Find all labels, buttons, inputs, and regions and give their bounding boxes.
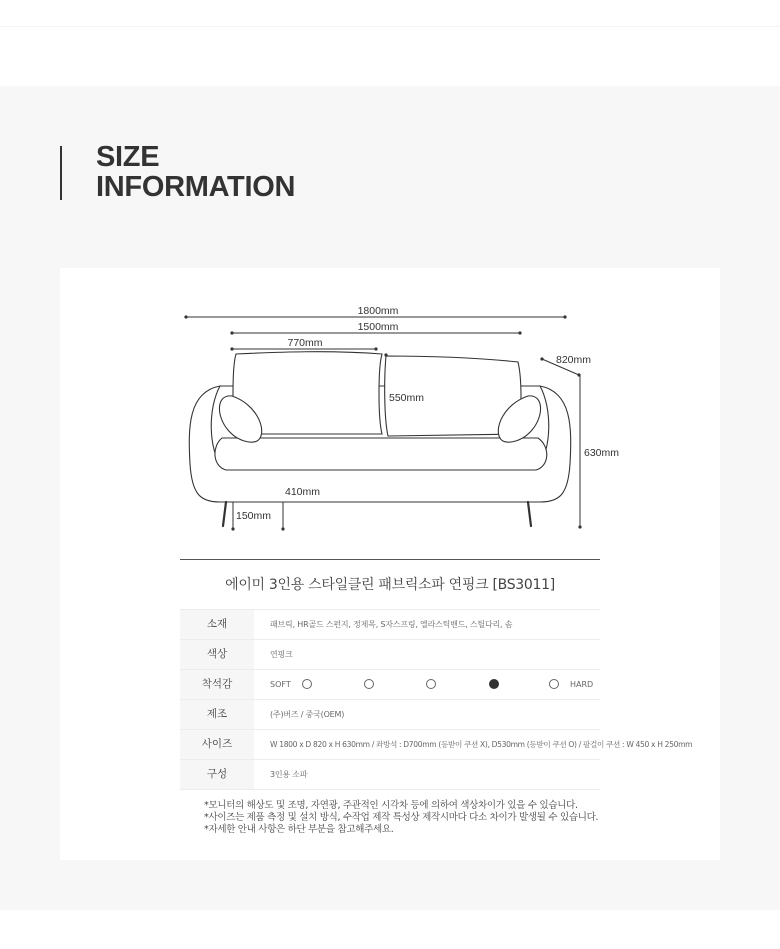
label-total-height: 630mm bbox=[584, 447, 620, 459]
spec-value: (주)버즈 / 중국(OEM) bbox=[270, 710, 345, 719]
label-back-height: 550mm bbox=[389, 392, 425, 404]
spec-label: 소재 bbox=[180, 610, 254, 639]
spec-row-composition bbox=[180, 760, 600, 790]
label-seat-height: 410mm bbox=[285, 486, 321, 498]
firmness-dot-5 bbox=[549, 679, 559, 689]
firmness-hard-label: HARD bbox=[570, 680, 594, 689]
top-hairline bbox=[0, 26, 780, 27]
note-item: *사이즈는 제품 측정 및 설치 방식, 수작업 제작 특성상 제작시마다 다소 차이가 발생될 수 있습니다. bbox=[204, 812, 599, 823]
spec-label: 색상 bbox=[180, 640, 254, 669]
spec-value: W 1800 x D 820 x H 630mm / 좌방석 : D700mm (등받이 쿠션 X), D530mm (등받이 쿠션 O) / 팔걸이 쿠션 : W 450 x H 250mm bbox=[270, 740, 693, 749]
bottom-strip bbox=[0, 910, 780, 949]
label-leg-height: 150mm bbox=[236, 510, 272, 522]
label-depth: 820mm bbox=[556, 354, 592, 366]
product-name: 에이미 3인용 스타일클린 패브릭소파 연핑크 [BS3011] bbox=[225, 577, 555, 593]
firmness-soft-label: SOFT bbox=[270, 680, 291, 689]
label-seat-width: 1500mm bbox=[357, 321, 399, 333]
seat-cushion bbox=[215, 438, 547, 470]
spec-value: 패브릭, HR골드 스펀지, 정제목, S자스프링, 엘라스틱밴드, 스틸다리, 솜 bbox=[270, 620, 513, 629]
note-item: *모니터의 해상도 및 조명, 자연광, 주관적인 시각차 등에 의하여 색상차이가 있을 수 있습니다. bbox=[204, 800, 578, 811]
section-title-line2: INFORMATION bbox=[96, 171, 296, 203]
spec-label: 제조 bbox=[180, 700, 254, 729]
section-title-line1: SIZE bbox=[96, 141, 160, 173]
spec-value: 연핑크 bbox=[270, 650, 293, 659]
spec-row-material bbox=[180, 609, 600, 640]
spec-label: 구성 bbox=[180, 760, 254, 789]
label-total-width: 1800mm bbox=[357, 305, 399, 317]
size-card bbox=[60, 268, 720, 860]
label-cushion-width: 770mm bbox=[287, 337, 323, 349]
sofa-dimension-diagram bbox=[60, 268, 720, 548]
spec-row-size bbox=[180, 730, 693, 760]
spec-label: 사이즈 bbox=[180, 730, 254, 759]
note-item: *자세한 안내 사항은 하단 부분을 참고해주세요. bbox=[204, 824, 394, 835]
firmness-dot-1 bbox=[302, 679, 312, 689]
section-title bbox=[96, 142, 295, 202]
spec-row-color bbox=[180, 640, 600, 670]
spec-row-manufacturer bbox=[180, 700, 600, 730]
firmness-dot-4-selected bbox=[489, 679, 499, 689]
firmness-dot-2 bbox=[364, 679, 374, 689]
spec-row-firmness bbox=[180, 670, 600, 700]
spec-table bbox=[180, 609, 693, 790]
sofa-outline bbox=[189, 352, 570, 502]
title-accent-bar bbox=[60, 146, 62, 200]
spec-value: 3인용 소파 bbox=[270, 770, 308, 779]
spec-label: 착석감 bbox=[180, 670, 254, 699]
spec-divider bbox=[180, 559, 600, 560]
firmness-scale bbox=[270, 670, 600, 699]
notes bbox=[204, 800, 598, 836]
firmness-dot-3 bbox=[426, 679, 436, 689]
top-strip bbox=[0, 0, 780, 87]
